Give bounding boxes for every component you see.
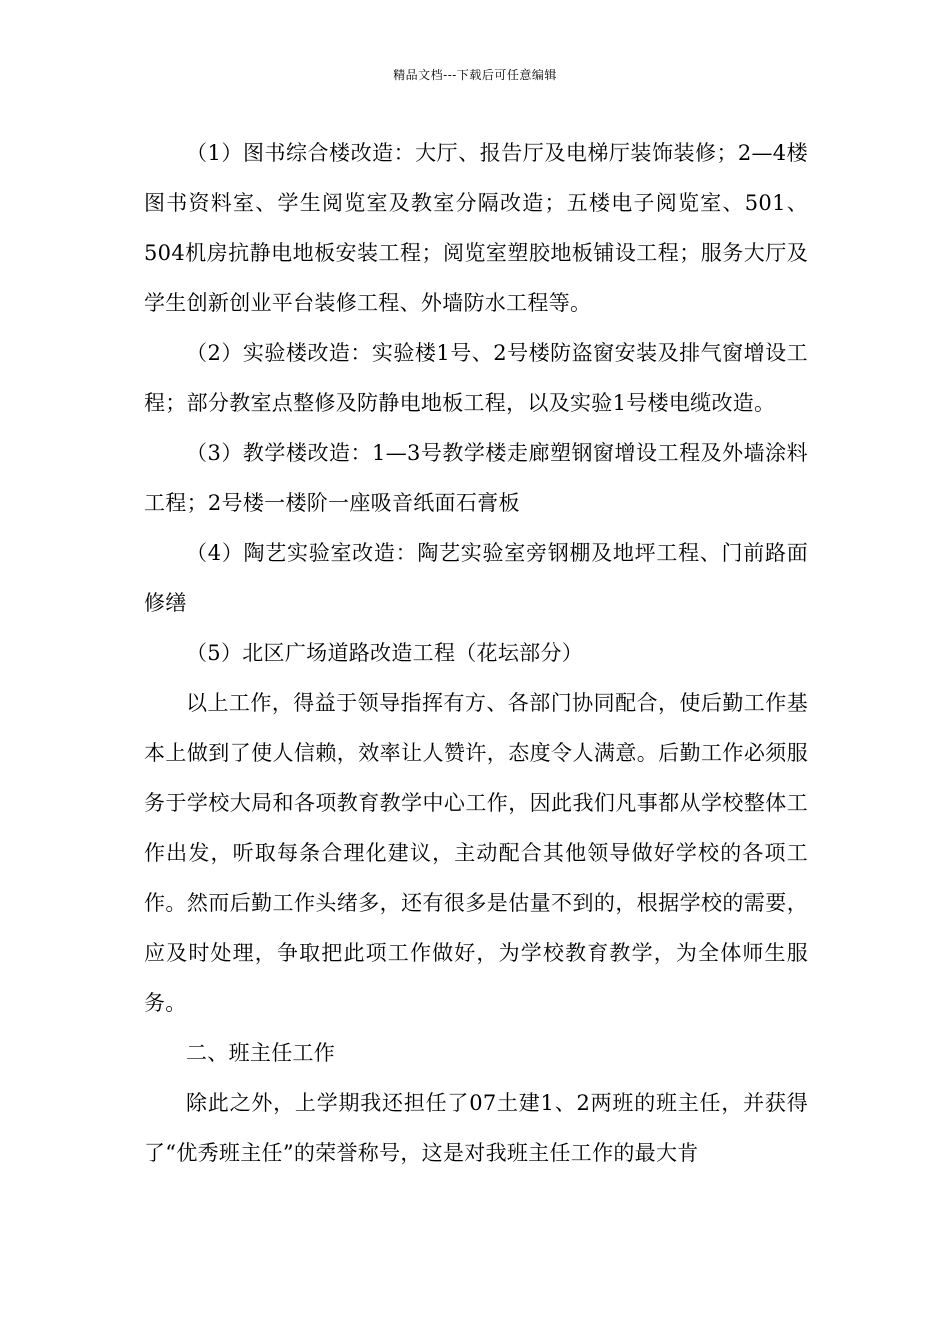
paragraph-ceramics-lab-renovation: （4）陶艺实验室改造：陶艺实验室旁钢棚及地坪工程、门前路面修缮 [144, 541, 808, 615]
paragraph-class-teacher-work: 除此之外，上学期我还担任了07土建1、2两班的班主任，并获得了“优秀班主任”的荣誉称号，这是对我班主任工作的最大肯 [144, 1091, 808, 1165]
paragraph-library-renovation: （1）图书综合楼改造：大厅、报告厅及电梯厅装饰装修；2—4楼图书资料室、学生阅览室及教室分隔改造；五楼电子阅览室、501、504机房抗静电地板安装工程；阅览室塑胶地板铺设工程；服务大厅及学生创新创业平台装修工程、外墙防水工程等。 [144, 141, 808, 315]
page-header: 精品文档---下载后可任意编辑 [393, 68, 557, 82]
paragraph-north-square-road: （5）北区广场道路改造工程（花坛部分） [186, 641, 584, 665]
document-body [144, 128, 808, 1178]
paragraph-lab-building-renovation: （2）实验楼改造：实验楼1号、2号楼防盗窗安装及排气窗增设工程；部分教室点整修及防静电地板工程，以及实验1号楼电缆改造。 [144, 341, 808, 415]
section-heading-class-teacher: 二、班主任工作 [186, 1041, 336, 1065]
paragraph-logistics-summary: 以上工作，得益于领导指挥有方、各部门协同配合，使后勤工作基本上做到了使人信赖，效率让人赞许，态度令人满意。后勤工作必须服务于学校大局和各项教育教学中心工作，因此我们凡事都从学校整体工作出发，听取每条合理化建议，主动配合其他领导做好学校的各项工作。然而后勤工作头绪多，还有很多是估量不到的，根据学校的需要，应及时处理，争取把此项工作做好，为学校教育教学，为全体师生服务。 [144, 691, 808, 1015]
paragraph-teaching-building-renovation: （3）教学楼改造：1—3号教学楼走廊塑钢窗增设工程及外墙涂料工程；2号楼一楼阶一座吸音纸面石膏板 [144, 441, 808, 515]
